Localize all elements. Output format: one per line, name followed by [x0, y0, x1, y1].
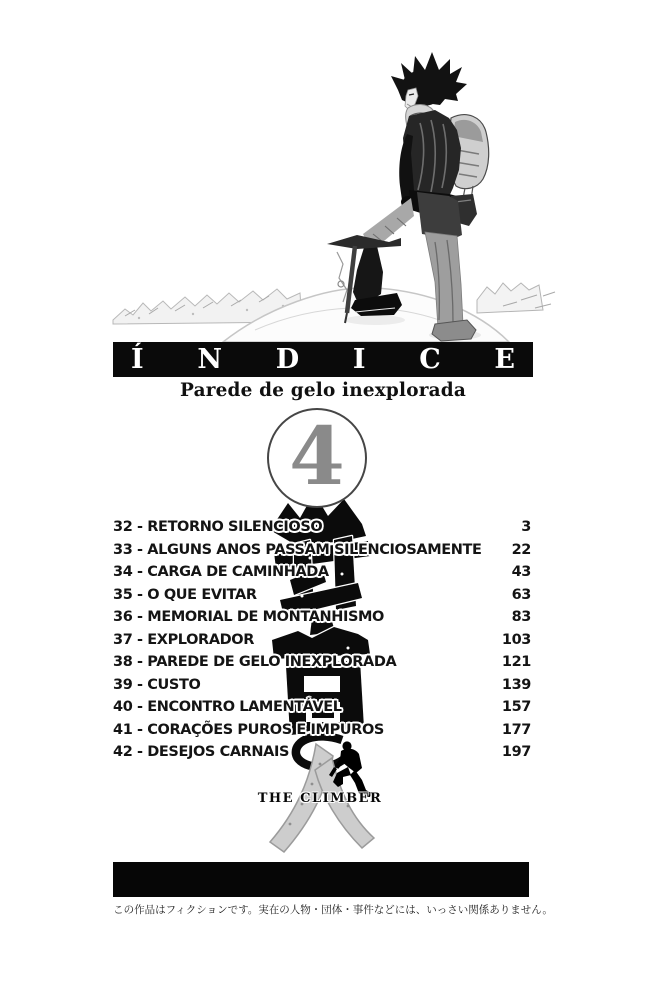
chapter-row	[113, 744, 531, 767]
chapter-label: 39 - CUSTO	[113, 676, 201, 693]
volume-number: 4	[289, 409, 345, 503]
chapter-page-number: 43	[511, 564, 531, 580]
subtitle: Parede de gelo inexplorada	[180, 379, 466, 401]
chapter-page-number: 3	[521, 519, 531, 535]
page-title	[113, 342, 533, 377]
chapter-page-number: 83	[511, 609, 531, 625]
chapter-label: 33 - ALGUNS ANOS PASSAM SILENCIOSAMENTE	[113, 541, 482, 558]
chapter-page-number: 139	[501, 676, 531, 693]
chapter-row	[113, 609, 531, 632]
chapter-row	[113, 699, 531, 722]
chapter-row	[113, 542, 531, 565]
title-letter: I	[352, 344, 366, 375]
chapter-page-number: 157	[501, 699, 531, 715]
chapter-row	[113, 632, 531, 655]
title-bar	[113, 342, 533, 377]
footer-notice: この作品はフィクションです。実在の人物・団体・事件などには、いっさい関係ありません。	[113, 904, 553, 916]
series-logo: THE CLIMBER	[257, 791, 383, 806]
volume-circle	[267, 408, 367, 508]
chapter-page-number: 22	[511, 541, 531, 558]
bottom-bar	[113, 862, 529, 897]
chapter-page-number: 63	[511, 586, 531, 603]
chapter-list	[113, 519, 531, 767]
title-letter: C	[419, 344, 441, 375]
chapter-label: 41 - CORAÇÕES PUROS E IMPUROS	[113, 721, 384, 738]
chapter-label: 42 - DESEJOS CARNAIS	[113, 744, 290, 760]
chapter-row	[113, 587, 531, 610]
chapter-row	[113, 654, 531, 677]
title-letter: E	[494, 344, 515, 375]
chapter-page-number: 177	[501, 721, 531, 738]
chapter-row	[113, 677, 531, 700]
title-letter: N	[197, 344, 223, 375]
chapter-page-number: 103	[501, 631, 531, 648]
title-letter: Í	[131, 344, 144, 375]
chapter-page-number: 121	[501, 654, 531, 670]
summit-climber-illustration	[105, 38, 565, 342]
chapter-label: 35 - O QUE EVITAR	[113, 586, 257, 603]
chapter-label: 37 - EXPLORADOR	[113, 631, 254, 648]
title-letter: D	[275, 344, 300, 375]
chapter-label: 34 - CARGA DE CAMINHADA	[113, 564, 329, 580]
chapter-label: 40 - ENCONTRO LAMENTÁVEL	[113, 699, 342, 715]
chapter-row	[113, 519, 531, 542]
chapter-page-number: 197	[501, 744, 531, 760]
chapter-row	[113, 722, 531, 745]
chapter-label: 32 - RETORNO SILENCIOSO	[113, 519, 323, 535]
chapter-row	[113, 564, 531, 587]
right-ridge-sketch	[477, 283, 555, 313]
chapter-label: 38 - PAREDE DE GELO INEXPLORADA	[113, 654, 397, 670]
chapter-label: 36 - MEMORIAL DE MONTANHISMO	[113, 609, 384, 625]
